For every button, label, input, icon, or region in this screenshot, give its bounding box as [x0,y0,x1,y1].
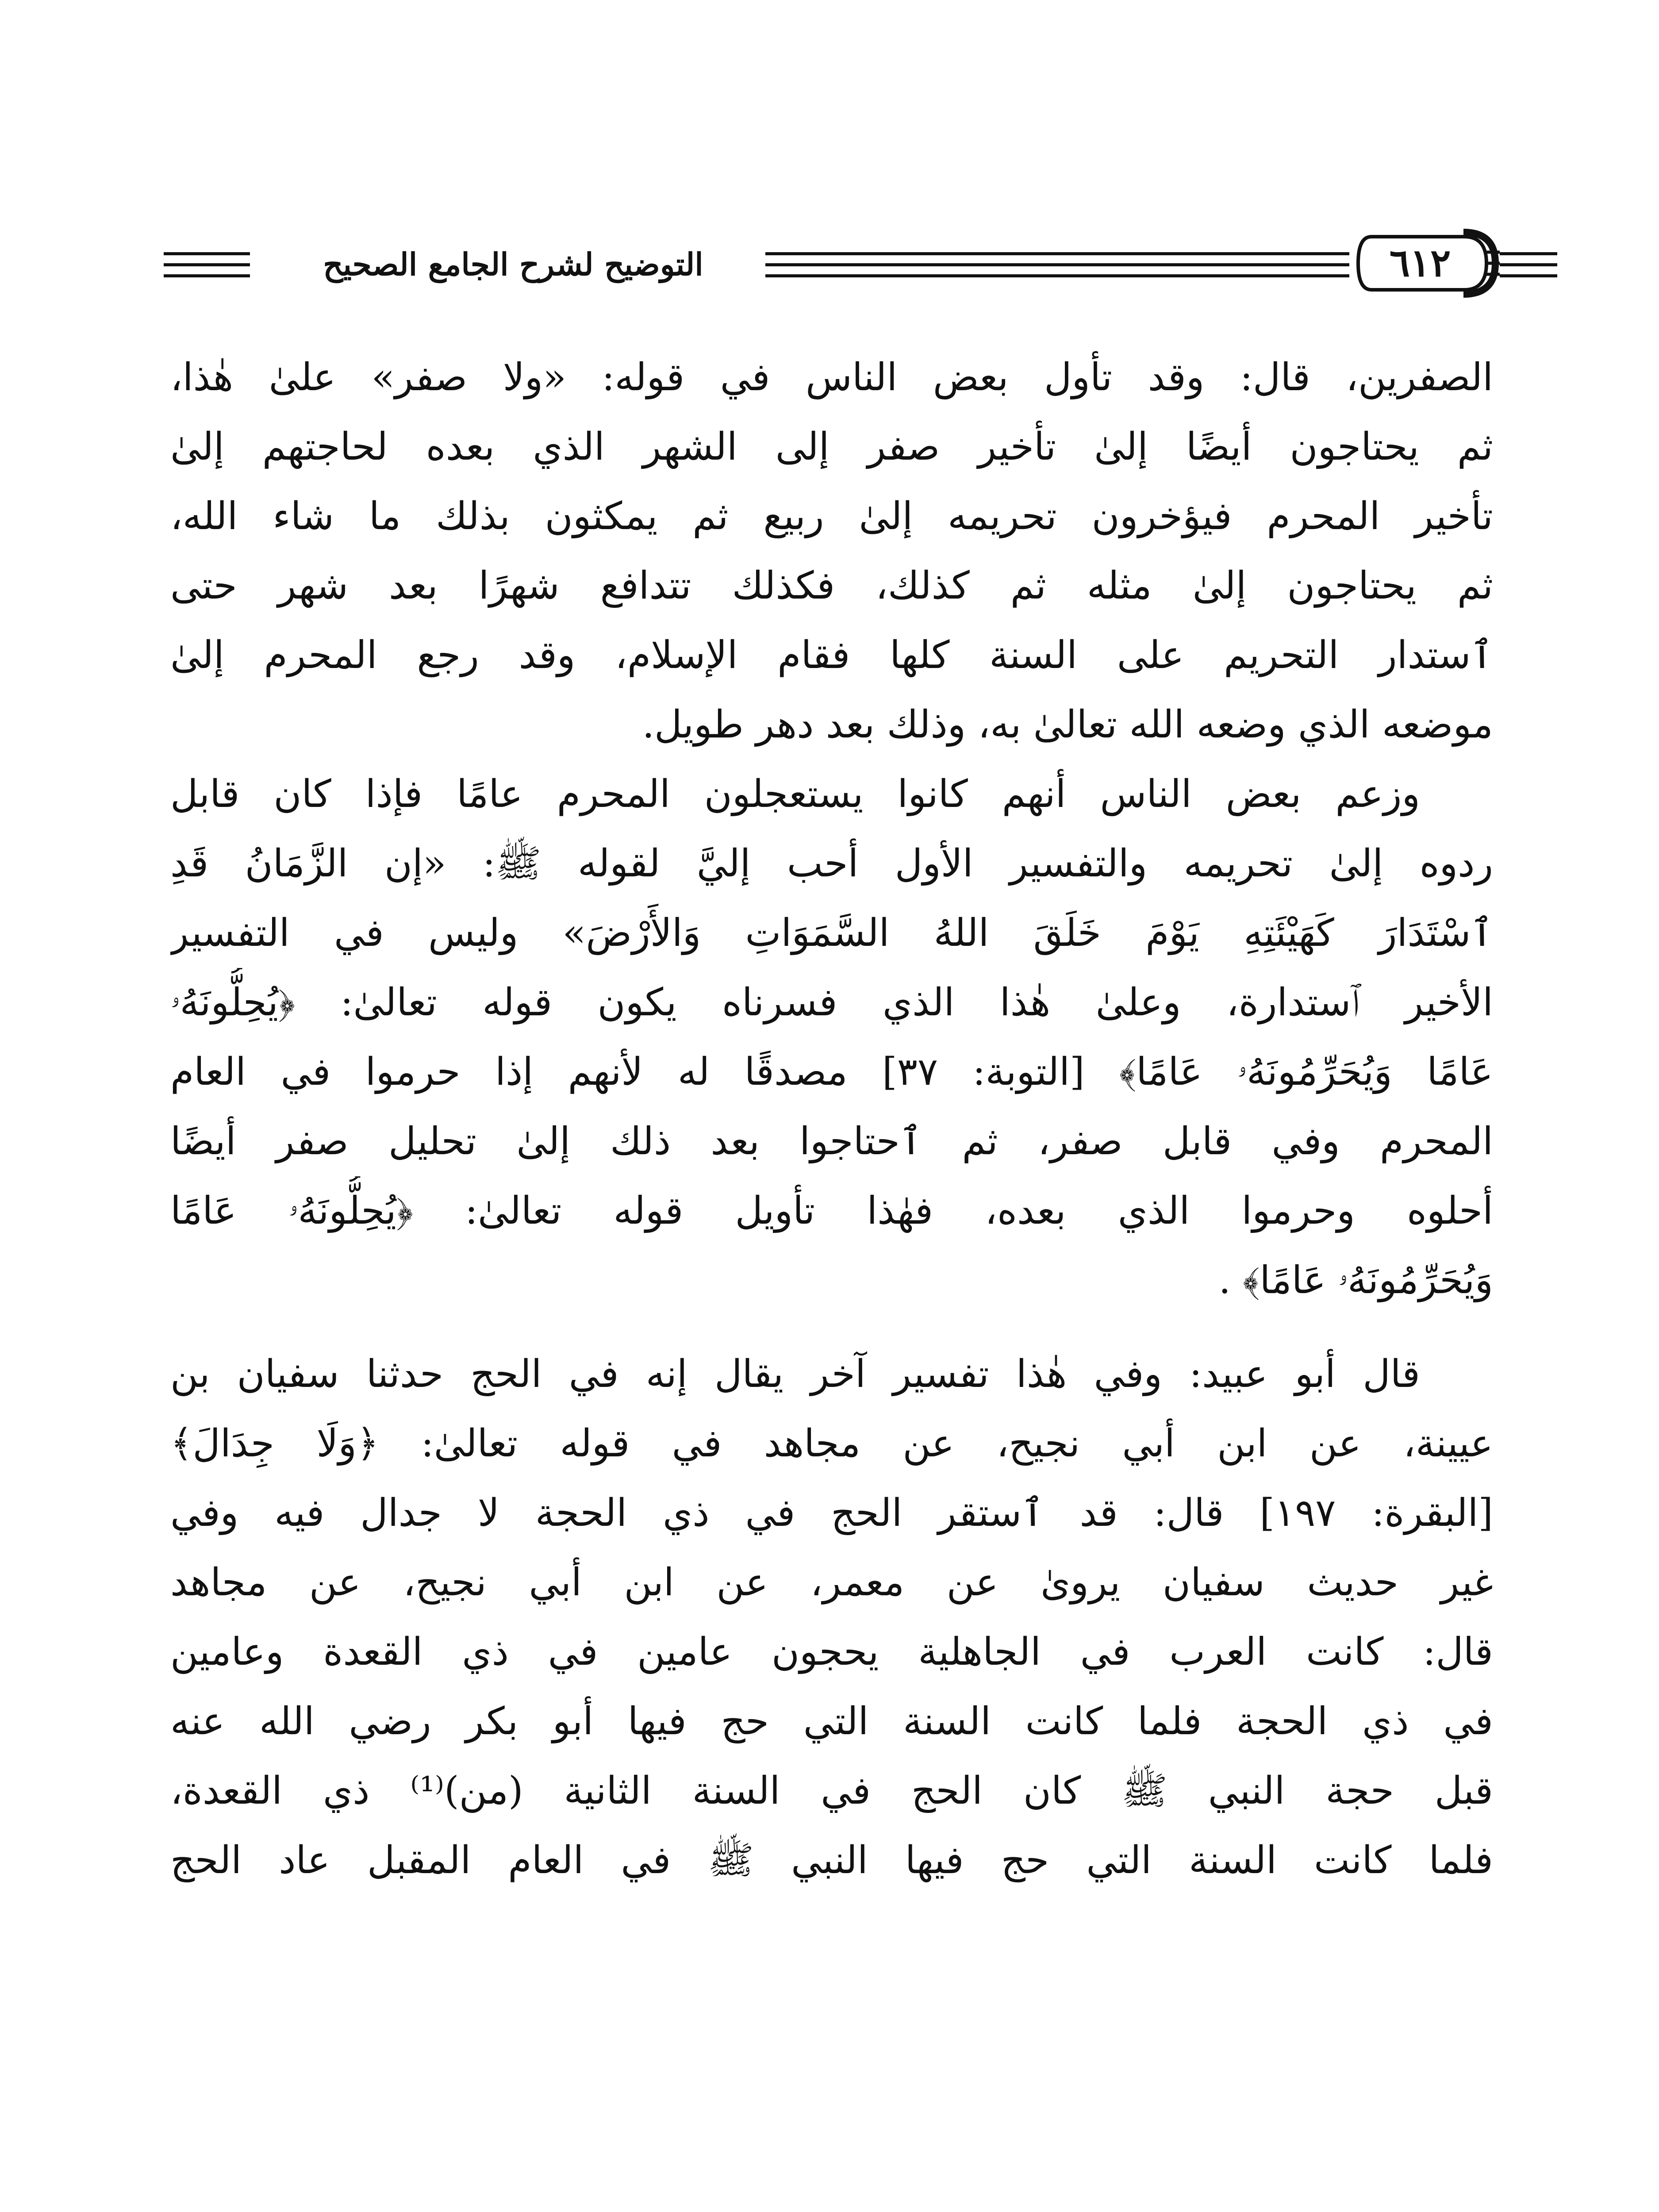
main-text [170,343,1493,1895]
header-rule [164,252,250,255]
text-line: الأخير ٱستدارة، وعلىٰ هٰذا الذي فسرناه يكون قوله تعالىٰ: ﴿يُحِلُّونَهُۥ [170,980,1493,1025]
text-line: غير حديث سفيان يرویٰ عن معمر، عن ابن أبي نجيح، عن مجاهد [170,1560,1493,1605]
header-rule [1500,252,1557,255]
text-line: عَامًا وَيُحَرِّمُونَهُۥ عَامًا﴾ [التوبة: ٣٧] مصدقًا له لأنهم إذا حرموا في العام [170,1050,1493,1094]
text-line: ثم يحتاجون أيضًا إلىٰ تأخير صفر إلى الشهر الذي بعده لحاجتهم إلىٰ [170,425,1493,469]
paragraph-gap [170,1315,1493,1340]
page-number: ٦١٢ [1389,241,1451,285]
text-line: تأخير المحرم فيؤخرون تحريمه إلىٰ ربيع ثم يمكثون بذلك ما شاء الله، [170,494,1493,538]
header-rule [1500,274,1557,277]
text-line: ردوه إلىٰ تحريمه والتفسير الأول أحب إليَّ لقوله ﷺ: «إن الزَّمَانُ قَدِ [170,841,1493,886]
text-line: قال: كانت العرب في الجاهلية يحجون عامين في ذي القعدة وعامين [170,1630,1493,1674]
header-rule [765,263,1349,266]
page-number-badge [1354,228,1500,299]
text-line: موضعه الذي وضعه الله تعالىٰ به، وذلك بعد دهر طويل. [642,703,1493,747]
text-line: ثم يحتاجون إلىٰ مثله ثم كذلك، فكذلك تتدافع شهرًا بعد شهر حتى [170,564,1493,608]
text-line: وزعم بعض الناس أنهم كانوا يستعجلون المحرم عامًا فإذا كان قابل [170,772,1420,816]
text-line: ٱستدار التحريم على السنة كلها فقام الإسلام، وقد رجع المحرم إلىٰ [170,633,1493,677]
running-title: التوضيح لشرح الجامع الصحيح [323,246,703,283]
text-line: فلما كانت السنة التي حج فيها النبي ﷺ في العام المقبل عاد الحج [170,1838,1493,1882]
text-line: عيينة، عن ابن أبي نجيح، عن مجاهد في قوله تعالىٰ: ﴿وَلَا جِدَالَ﴾ [170,1421,1493,1466]
text-line: وَيُحَرِّمُونَهُۥ عَامًا﴾ . [1218,1258,1493,1302]
header-rule [1500,263,1557,266]
header-rule [765,274,1349,277]
running-header [164,228,1495,294]
header-rule [164,263,250,266]
text-line: المحرم وفي قابل صفر، ثم ٱحتاجوا بعد ذلك إلىٰ تحليل صفر أيضًا [170,1119,1493,1164]
header-rule [765,252,1349,255]
header-rule [164,274,250,277]
text-line: قال أبو عبيد: وفي هٰذا تفسير آخر يقال إنه في الحج حدثنا سفيان بن [170,1352,1420,1396]
text-line: أحلوه وحرموا الذي بعده، فهٰذا تأويل قوله تعالىٰ: ﴿يُحِلُّونَهُۥ عَامًا [170,1189,1493,1233]
text-line: [البقرة: ١٩٧] قال: قد ٱستقر الحج في ذي الحجة لا جدال فيه وفي [170,1491,1493,1535]
text-line: في ذي الحجة فلما كانت السنة التي حج فيها أبو بكر رضي الله عنه [170,1699,1493,1743]
text-line: قبل حجة النبي ﷺ كان الحج في السنة الثانية (من)⁽¹⁾ ذي القعدة، [170,1769,1493,1813]
text-line: ٱسْتَدَارَ كَهَيْئَتِهِ يَوْمَ خَلَقَ اللهُ السَّمَوَاتِ وَالأَرْضَ» وليس في التفسير [170,911,1493,955]
text-line: الصفرين، قال: وقد تأول بعض الناس في قوله: «ولا صفر» علىٰ هٰذا، [170,355,1493,399]
